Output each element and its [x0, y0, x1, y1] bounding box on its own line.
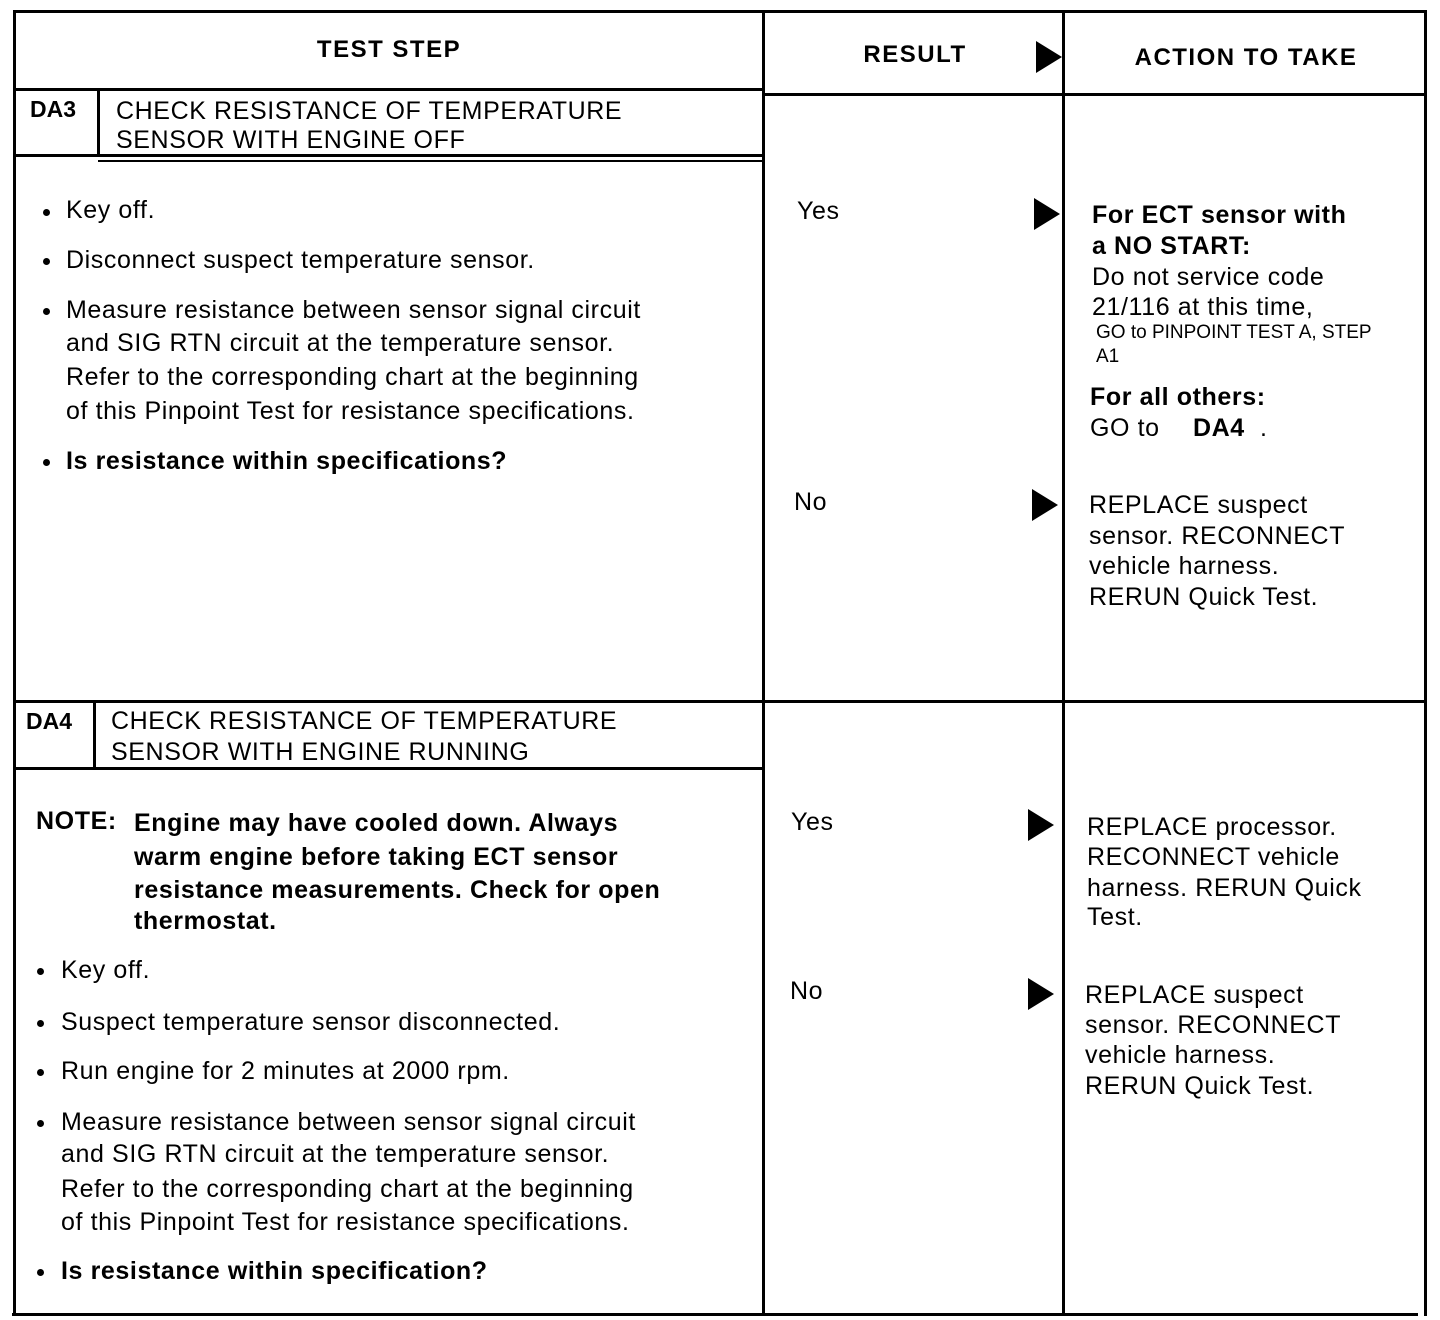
da3-action-no-line4: RERUN Quick Test.	[1089, 583, 1319, 611]
da4-action-no-line2: sensor. RECONNECT	[1085, 1011, 1342, 1039]
da4-no-arrow-icon	[1028, 978, 1054, 1010]
da4-title-line2: SENSOR WITH ENGINE RUNNING	[111, 738, 530, 766]
da4-note-line4: thermostat.	[134, 907, 277, 935]
table-bottom-border	[12, 1313, 1418, 1316]
da3-result-no: No	[794, 488, 828, 516]
column-divider-result	[762, 10, 765, 1316]
da3-action-others-heading: For all others:	[1090, 383, 1266, 411]
da4-note-line2: warm engine before taking ECT sensor	[134, 843, 619, 871]
section-separator	[14, 700, 1426, 703]
da3-action-no-line3: vehicle harness.	[1089, 552, 1280, 580]
da3-action-no-line2: sensor. RECONNECT	[1089, 522, 1346, 550]
da4-bullet-measure-line3: Refer to the corresponding chart at the beginning	[61, 1175, 634, 1203]
header-action: ACTION TO TAKE	[1134, 44, 1358, 71]
table-left-border	[13, 10, 16, 1316]
da3-action-yes-pinpoint-line1: GO to PINPOINT TEST A, STEP	[1096, 322, 1372, 343]
da4-step-id: DA4	[26, 708, 73, 734]
da3-action-yes-heading-line1: For ECT sensor with	[1092, 201, 1347, 229]
da3-action-yes-heading-line2: a NO START:	[1092, 232, 1251, 260]
da3-action-yes-pinpoint-line2: A1	[1096, 346, 1120, 367]
da4-bullet-measure-line4: of this Pinpoint Test for resistance specifications.	[61, 1208, 630, 1236]
bullet-icon	[37, 1269, 44, 1276]
column-divider-action	[1062, 10, 1065, 1316]
bullet-icon	[37, 1120, 44, 1127]
header-divider-test-step	[14, 88, 764, 91]
da4-result-no: No	[790, 977, 824, 1005]
da3-title-line2: SENSOR WITH ENGINE OFF	[116, 126, 466, 154]
bullet-icon	[43, 459, 50, 466]
da3-bullet-measure-line1: Measure resistance between sensor signal circuit	[66, 296, 641, 324]
da4-action-yes-line4: Test.	[1087, 903, 1143, 931]
da4-note-line1: Engine may have cooled down. Always	[134, 809, 619, 837]
da3-bullet-key-off: Key off.	[66, 196, 156, 224]
da3-result-yes: Yes	[797, 197, 840, 225]
da4-action-yes-line1: REPLACE processor.	[1087, 813, 1337, 841]
da3-action-no-line1: REPLACE suspect	[1089, 491, 1308, 519]
table-top-border	[16, 10, 1426, 13]
da4-bullet-measure-line1: Measure resistance between sensor signal circuit	[61, 1108, 636, 1136]
da3-no-arrow-icon	[1032, 489, 1058, 521]
da4-note-label: NOTE:	[36, 807, 117, 835]
da3-bullet-disconnect: Disconnect suspect temperature sensor.	[66, 246, 535, 274]
da4-bullet-run-engine: Run engine for 2 minutes at 2000 rpm.	[61, 1057, 510, 1085]
header-divider-result-action	[764, 93, 1426, 96]
da3-action-goto-target: DA4	[1193, 414, 1245, 442]
bullet-icon	[37, 1069, 44, 1076]
da4-yes-arrow-icon	[1028, 809, 1054, 841]
da3-title-divider-right	[98, 160, 764, 162]
da3-action-yes-line4: 21/116 at this time,	[1092, 293, 1314, 321]
da3-yes-arrow-icon	[1034, 198, 1060, 230]
da4-id-divider	[93, 702, 96, 768]
da4-action-no-line1: REPLACE suspect	[1085, 981, 1304, 1009]
bullet-icon	[37, 968, 44, 975]
da4-bullet-key-off: Key off.	[61, 956, 151, 984]
da4-bullet-measure-line2: and SIG RTN circuit at the temperature sensor.	[61, 1140, 610, 1168]
da3-id-divider	[97, 90, 100, 156]
da4-note-line3: resistance measurements. Check for open	[134, 876, 661, 904]
da4-action-no-line3: vehicle harness.	[1085, 1041, 1276, 1069]
da4-question: Is resistance within specification?	[61, 1257, 488, 1285]
da3-title-line1: CHECK RESISTANCE OF TEMPERATURE	[116, 97, 623, 125]
da4-action-no-line4: RERUN Quick Test.	[1085, 1072, 1315, 1100]
bullet-icon	[43, 308, 50, 315]
da3-action-yes-line3: Do not service code	[1092, 263, 1325, 291]
bullet-icon	[43, 258, 50, 265]
header-result: RESULT	[863, 41, 967, 68]
table-right-border	[1424, 10, 1427, 1316]
header-test-step: TEST STEP	[316, 36, 462, 63]
da3-action-goto-prefix: GO to	[1090, 414, 1160, 442]
da4-title-line1: CHECK RESISTANCE OF TEMPERATURE	[111, 707, 618, 735]
da3-bullet-measure-line3: Refer to the corresponding chart at the beginning	[66, 363, 639, 391]
da3-action-goto-suffix: .	[1260, 414, 1268, 442]
da4-action-yes-line2: RECONNECT vehicle	[1087, 843, 1340, 871]
bullet-icon	[37, 1020, 44, 1027]
da4-bullet-sensor-disconnected: Suspect temperature sensor disconnected.	[61, 1008, 561, 1036]
da4-action-yes-line3: harness. RERUN Quick	[1087, 874, 1362, 902]
da3-step-id: DA3	[30, 96, 77, 122]
da3-question: Is resistance within specifications?	[66, 447, 508, 475]
da4-result-yes: Yes	[791, 808, 834, 836]
header-arrow-icon	[1036, 41, 1062, 73]
bullet-icon	[43, 209, 50, 216]
da3-bullet-measure-line4: of this Pinpoint Test for resistance specifications.	[66, 397, 635, 425]
da3-bullet-measure-line2: and SIG RTN circuit at the temperature sensor.	[66, 329, 615, 357]
